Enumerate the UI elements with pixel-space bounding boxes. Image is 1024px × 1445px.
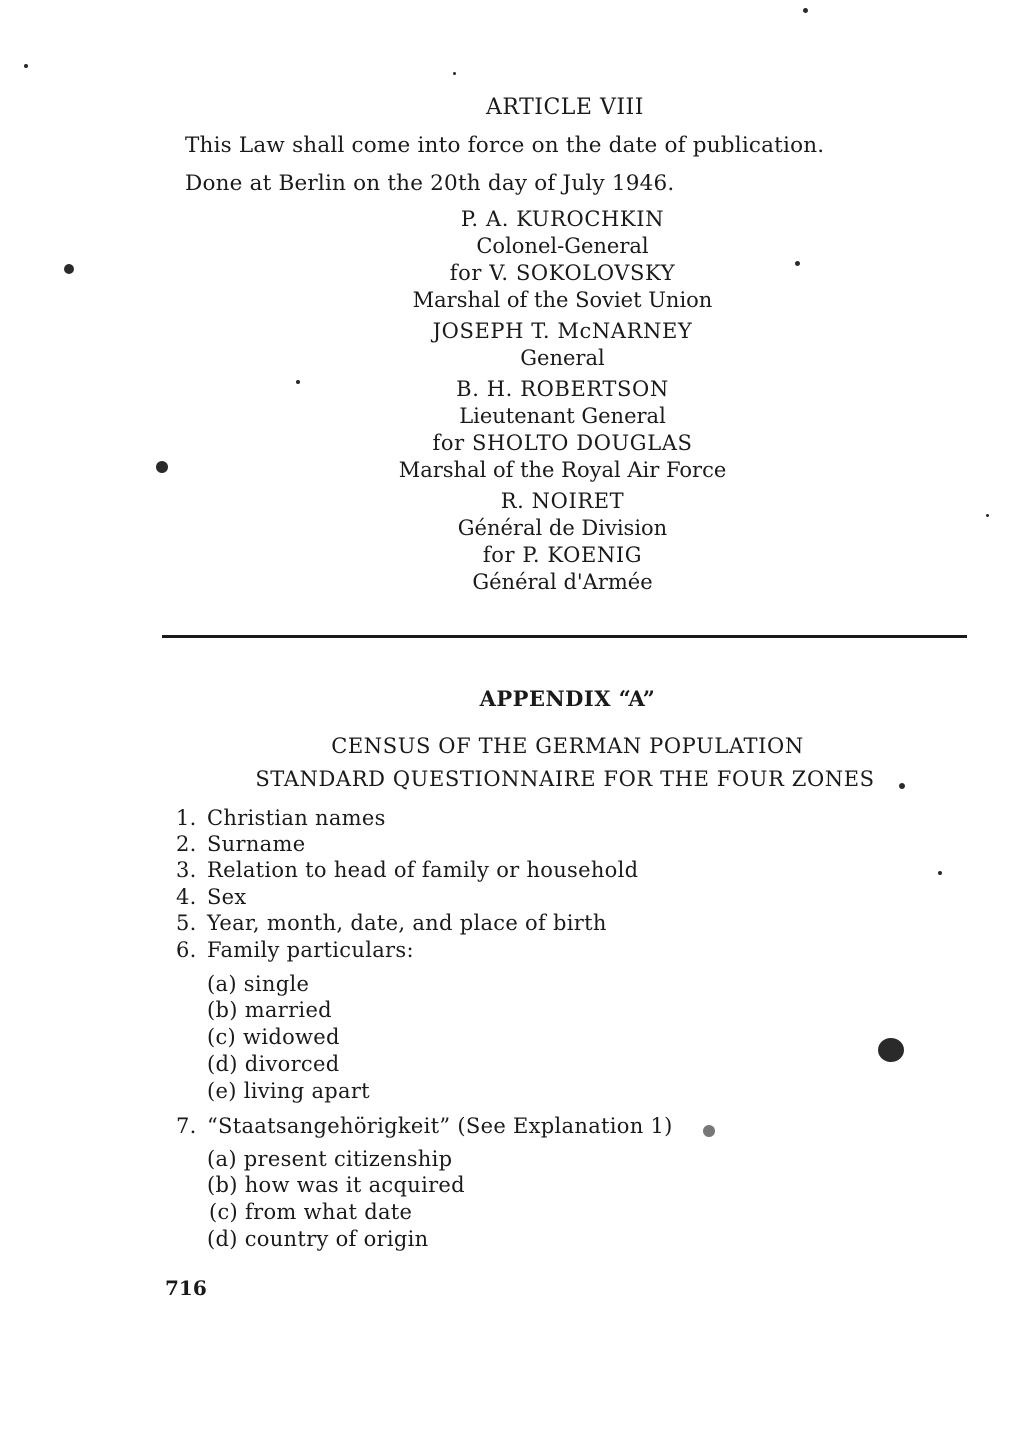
scan-speck	[453, 72, 456, 75]
appendix-subheading-census: CENSUS OF THE GERMAN POPULATION	[331, 734, 804, 758]
item-letter: (d)	[207, 1052, 238, 1076]
item-text: from what date	[245, 1200, 413, 1224]
item-letter: (c)	[207, 1025, 237, 1049]
scan-speck	[938, 871, 942, 875]
item-text: married	[244, 998, 332, 1022]
signatory-title: Lieutenant General	[459, 404, 666, 428]
item-number: 6.	[176, 938, 197, 962]
questionnaire-item	[176, 938, 414, 962]
item-text: how was it acquired	[244, 1173, 465, 1197]
signatory-title: Général de Division	[457, 516, 668, 540]
item-number: 5.	[176, 911, 197, 935]
signatory-title: Général d'Armée	[472, 570, 653, 594]
signatory-title: Marshal of the Soviet Union	[412, 288, 713, 312]
item-text: Year, month, date, and place of birth	[207, 911, 607, 935]
signature-block	[370, 206, 755, 596]
scan-speck	[899, 783, 905, 789]
questionnaire-item	[176, 806, 386, 830]
scan-speck	[64, 264, 74, 274]
appendix-subheading-questionnaire: STANDARD QUESTIONNAIRE FOR THE FOUR ZONES	[255, 767, 875, 791]
signatory-name: for P. KOENIG	[482, 543, 643, 567]
questionnaire-item	[176, 885, 247, 909]
item-letter: (b)	[207, 998, 238, 1022]
scan-speck	[156, 461, 168, 473]
scan-speck	[878, 1038, 904, 1062]
item-number: 4.	[176, 885, 197, 909]
family-particulars-item	[207, 998, 332, 1022]
scan-speck	[986, 514, 989, 517]
signatory-title: Colonel-General	[476, 234, 649, 258]
item-text: single	[243, 972, 310, 996]
item-text: Surname	[207, 832, 306, 856]
item-text: divorced	[244, 1052, 340, 1076]
signatory-title: Marshal of the Royal Air Force	[398, 458, 727, 482]
article-heading: ARTICLE VIII	[486, 95, 644, 120]
questionnaire-item	[176, 1114, 673, 1138]
appendix-heading: APPENDIX “A”	[479, 686, 656, 711]
item-letter: (a)	[207, 1147, 237, 1171]
signatory-name: for V. SOKOLOVSKY	[449, 261, 676, 285]
scan-speck	[795, 261, 800, 266]
article-paragraph-done-at-berlin: Done at Berlin on the 20th day of July 1946.	[185, 171, 675, 196]
citizenship-item	[209, 1200, 412, 1224]
family-particulars-item	[207, 1025, 340, 1049]
item-letter: (b)	[207, 1173, 238, 1197]
signatory-name: for SHOLTO DOUGLAS	[432, 431, 693, 455]
item-letter: (e)	[207, 1079, 237, 1103]
item-letter: (d)	[207, 1227, 238, 1251]
scan-speck	[24, 64, 28, 68]
item-text: Relation to head of family or household	[207, 858, 639, 882]
item-number: 7.	[176, 1114, 197, 1138]
item-text: widowed	[243, 1025, 340, 1049]
item-text: Sex	[207, 885, 247, 909]
scan-speck	[296, 380, 300, 384]
item-text: living apart	[243, 1079, 370, 1103]
questionnaire-item	[176, 858, 638, 882]
family-particulars-item	[207, 1052, 339, 1076]
item-text: present citizenship	[243, 1147, 453, 1171]
family-particulars-item	[207, 1079, 370, 1103]
item-number: 3.	[176, 858, 197, 882]
item-letter: (c)	[209, 1200, 239, 1224]
citizenship-item	[207, 1173, 465, 1197]
scan-speck	[803, 8, 808, 13]
item-text: country of origin	[244, 1227, 429, 1251]
citizenship-item	[207, 1227, 428, 1251]
article-paragraph-force: This Law shall come into force on the date of publication.	[185, 133, 825, 158]
section-divider	[162, 635, 967, 638]
item-text: Family particulars:	[207, 938, 414, 962]
item-text: “Staatsangehörigkeit” (See Explanation 1)	[207, 1114, 673, 1138]
item-number: 2.	[176, 832, 197, 856]
signatory-title: General	[520, 346, 605, 370]
page-number: 716	[165, 1276, 207, 1300]
scan-speck	[703, 1125, 715, 1137]
signatory-name: B. H. ROBERTSON	[456, 377, 669, 401]
signatory-name: P. A. KUROCHKIN	[460, 207, 665, 231]
item-text: Christian names	[207, 806, 386, 830]
questionnaire-item	[176, 832, 305, 856]
signatory-name: R. NOIRET	[500, 489, 625, 513]
questionnaire-item	[176, 911, 607, 935]
item-letter: (a)	[207, 972, 237, 996]
signatory-name: JOSEPH T. McNARNEY	[432, 319, 693, 343]
family-particulars-item	[207, 972, 309, 996]
citizenship-item	[207, 1147, 452, 1171]
item-number: 1.	[176, 806, 197, 830]
